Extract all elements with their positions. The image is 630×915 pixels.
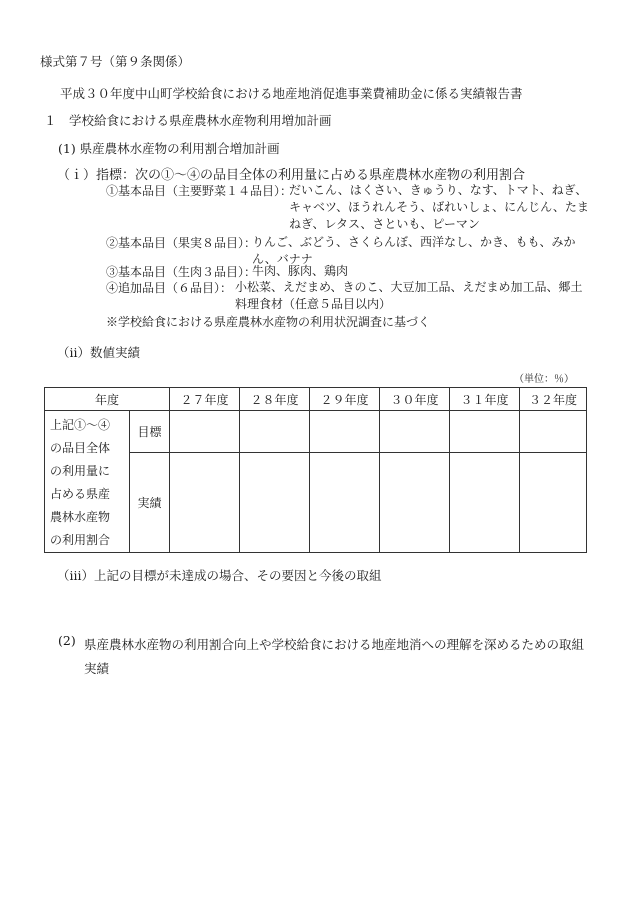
actual-value-cell[interactable] [380, 453, 450, 553]
row-header-cell [45, 411, 130, 553]
year-cell: ３０年度 [380, 388, 450, 411]
item-1-label: ①基本品目（主要野菜１４品目）： [106, 184, 293, 198]
year-header-cell: 年度 [45, 388, 170, 411]
survey-note: ※学校給食における県産農林水産物の利用状況調査に基づく [106, 315, 431, 329]
subsection-ii-heading: （ⅱ）数値実績 [57, 345, 140, 360]
item-3-text: 牛肉、豚肉、鶏肉 [252, 264, 349, 278]
year-cell: ３１年度 [450, 388, 520, 411]
item-4-text: 小松菜、えだまめ、きのこ、大豆加工品、えだまめ加工品、郷土料理食材（任意５品目以内） [235, 280, 583, 311]
target-value-cell[interactable] [170, 411, 240, 453]
performance-table [44, 387, 587, 553]
table-row-target [45, 411, 587, 453]
target-value-cell[interactable] [240, 411, 310, 453]
target-value-cell[interactable] [380, 411, 450, 453]
actual-value-cell[interactable] [170, 453, 240, 553]
year-cell: ２８年度 [240, 388, 310, 411]
item-4 [106, 279, 592, 313]
subsection-2-heading: 県産農林水産物の利用割合向上や学校給食における地産地消への理解を深めるための取組実績 [84, 637, 585, 676]
row-header-line: 農林水産物 [50, 510, 111, 524]
item-3-label: ③基本品目（生肉３品目）： [106, 265, 257, 279]
year-cell: ３２年度 [520, 388, 587, 411]
item-3 [106, 263, 592, 280]
actual-label-cell: 実績 [130, 453, 170, 553]
target-value-cell[interactable] [450, 411, 520, 453]
item-2-text: りんご、ぶどう、さくらんぼ、西洋なし、かき、もも、みかん、バナナ [252, 235, 576, 266]
item-4-label: ④追加品目（６品目）： [106, 281, 233, 295]
item-1-text: だいこん、はくさい、きゅうり、なす、トマト、ねぎ、キャベツ、ほうれんそう、ばれいしょ、にんじん、たまねぎ、レタス、さといも、ピーマン [289, 183, 589, 231]
subsection-iii-heading: （ⅲ）上記の目標が未達成の場合、その要因と今後の取組 [57, 568, 382, 583]
form-id: 様式第７号（第９条関係） [40, 54, 191, 69]
indicator-text: （ｉ）指標：次の①～④の品目全体の利用量に占める県産農林水産物の利用割合 [57, 168, 526, 183]
item-2-label: ②基本品目（果実８品目）： [106, 236, 257, 250]
item-1 [106, 182, 592, 234]
row-header-line: の利用量に [50, 464, 111, 478]
actual-value-cell[interactable] [520, 453, 587, 553]
report-title: 平成３０年度中山町学校給食における地産地消促進事業費補助金に係る実績報告書 [60, 86, 523, 101]
year-cell: ２９年度 [310, 388, 380, 411]
row-header-line: 占める県産 [50, 487, 111, 501]
row-header-line: の利用割合 [50, 533, 111, 547]
target-label-cell: 目標 [130, 411, 170, 453]
target-value-cell[interactable] [520, 411, 587, 453]
subsection-1-heading: (1) 県産農林水産物の利用割合増加計画 [58, 141, 280, 156]
table-header-row [45, 388, 587, 411]
actual-value-cell[interactable] [240, 453, 310, 553]
actual-value-cell[interactable] [450, 453, 520, 553]
row-header-line: 上記①～④ [50, 418, 111, 432]
row-header-line: の品目全体 [50, 441, 111, 455]
unit-label: （単位：％） [514, 374, 574, 385]
target-value-cell[interactable] [310, 411, 380, 453]
year-cell: ２７年度 [170, 388, 240, 411]
section-1-heading: １ 学校給食における県産農林水産物利用増加計画 [44, 113, 332, 128]
actual-value-cell[interactable] [310, 453, 380, 553]
subsection-2-number: (2) [58, 633, 76, 648]
